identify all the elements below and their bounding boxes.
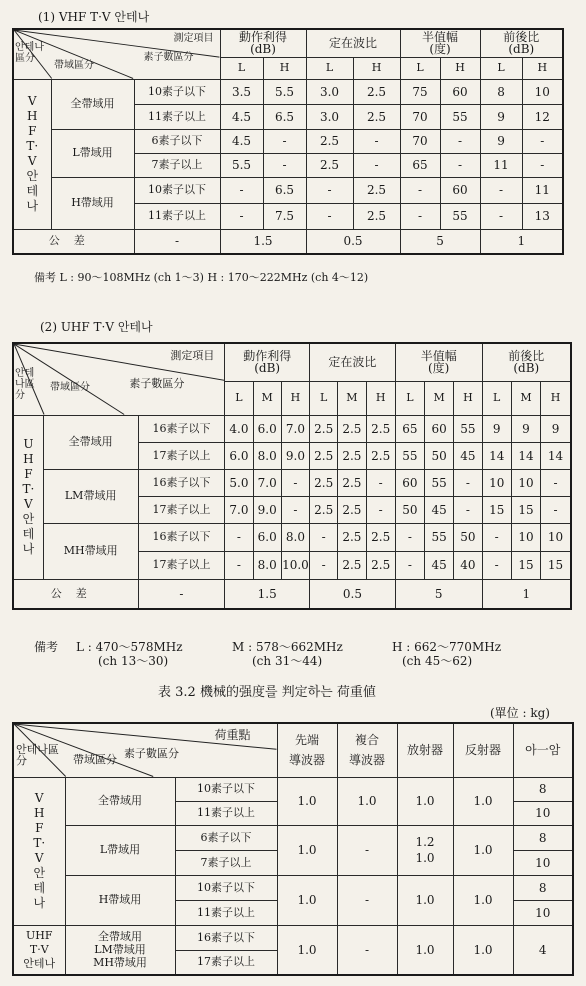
tolerance-cell: - xyxy=(138,579,225,609)
table-cell: 55 xyxy=(425,523,454,551)
table-cell: - xyxy=(220,177,263,203)
corner-label: 測定項目 xyxy=(170,349,215,362)
uhf-note-m-ch: (ch 31～44) xyxy=(252,654,323,668)
table-cell: 8.0 xyxy=(281,523,309,551)
table-cell: 6.0 xyxy=(253,415,281,442)
band-label: 全帶域用 LM帶域用 MH帶域用 xyxy=(65,925,175,975)
table-cell: 40 xyxy=(454,551,482,579)
table-cell: 6.0 xyxy=(225,442,253,469)
compound-director-header: 複合 導波器 xyxy=(337,723,397,777)
table-cell: 6.5 xyxy=(263,104,306,129)
unit-label: (單位 : kg) xyxy=(490,706,550,720)
table-cell: 8 xyxy=(480,79,522,104)
table-cell: 2.5 xyxy=(310,442,338,469)
uhf-sub-header: L xyxy=(482,381,511,415)
table-cell: 50 xyxy=(425,442,454,469)
table-cell: - xyxy=(263,129,306,153)
uhf-sub-header: H xyxy=(454,381,482,415)
vhf-corner-header xyxy=(13,29,220,79)
uhf-note-prefix: 備考 xyxy=(34,640,59,654)
table-cell: - xyxy=(281,496,309,523)
vhf-sub-header: H xyxy=(522,57,563,79)
vhf-sub-header: L xyxy=(480,57,522,79)
element-count: 11素子以上 xyxy=(134,203,220,229)
tolerance-cell: - xyxy=(134,229,220,254)
vhf-table-caption: (1) VHF T·V 안테나 xyxy=(38,10,150,24)
table-cell: 8 xyxy=(513,825,573,850)
uhf-category-text: UHF T·V안테나 xyxy=(22,437,35,556)
table-cell: 14 xyxy=(482,442,511,469)
band-label: 全帶域用 xyxy=(43,415,138,469)
table-cell: 9 xyxy=(482,415,511,442)
corner-label: 帶域區分 xyxy=(73,753,117,766)
element-count: 6素子以下 xyxy=(134,129,220,153)
table-cell: - xyxy=(541,496,571,523)
table-cell: 8 xyxy=(513,875,573,900)
table-cell: 60 xyxy=(395,469,424,496)
table-cell: 6.0 xyxy=(253,523,281,551)
table-cell: 11 xyxy=(522,177,563,203)
table-cell: - xyxy=(522,153,563,177)
arm-header: 아一암 xyxy=(513,723,573,777)
element-count: 16素子以下 xyxy=(138,523,225,551)
table-cell: - xyxy=(482,551,511,579)
table-cell: 9 xyxy=(511,415,540,442)
tolerance-cell: 1 xyxy=(480,229,563,254)
band-label: 全帶域用 xyxy=(51,79,134,129)
uhf-category-label: UHF T·V 안테나 xyxy=(13,925,65,975)
table-cell: 10 xyxy=(513,900,573,925)
vhf-sub-header: H xyxy=(440,57,480,79)
table-cell: - xyxy=(263,153,306,177)
uhf-spec-table xyxy=(12,342,572,610)
band-label: MH帶域用 xyxy=(43,523,138,579)
table-cell: 11 xyxy=(480,153,522,177)
corner-label: 測定項目 xyxy=(173,33,214,44)
table-cell: 14 xyxy=(541,442,571,469)
table-cell: 12 xyxy=(522,104,563,129)
corner-label: 안테나區分 xyxy=(15,42,44,64)
vhf-spec-table xyxy=(12,28,564,255)
vhf-category-label xyxy=(13,777,65,925)
tolerance-cell: 5 xyxy=(400,229,480,254)
uhf-category-label xyxy=(13,415,43,579)
table-cell: 1.0 xyxy=(277,777,337,825)
vhf-group-header: 定在波比 xyxy=(306,29,400,57)
table-cell: 10 xyxy=(511,523,540,551)
table-cell: 1.0 xyxy=(397,875,453,925)
table-cell: 8.0 xyxy=(253,442,281,469)
table-cell: 15 xyxy=(541,551,571,579)
band-label: H帶域用 xyxy=(51,177,134,229)
table-cell: 2.5 xyxy=(366,415,395,442)
table-cell: - xyxy=(395,523,424,551)
vhf-group-header: 前後比 (dB) xyxy=(480,29,563,57)
table-cell: - xyxy=(337,825,397,875)
table-cell: - xyxy=(480,177,522,203)
element-count: 11素子以上 xyxy=(175,801,277,825)
table-cell: - xyxy=(310,523,338,551)
element-count: 11素子以上 xyxy=(175,900,277,925)
table-cell: 8 xyxy=(513,777,573,801)
table-cell: 9 xyxy=(541,415,571,442)
table-cell: - xyxy=(366,496,395,523)
corner-label: 안테나區分 xyxy=(15,368,35,401)
table-cell: - xyxy=(306,177,353,203)
table-cell: 1.0 xyxy=(453,925,513,975)
uhf-sub-header: H xyxy=(281,381,309,415)
vhf-note: 備考 L : 90～108MHz (ch 1～3) H : 170～222MHz (ch 4～12) xyxy=(34,271,369,284)
vhf-sub-header: H xyxy=(263,57,306,79)
table-cell: 7.0 xyxy=(281,415,309,442)
element-count: 17素子以上 xyxy=(138,442,225,469)
table-cell: 1.0 xyxy=(453,875,513,925)
vhf-category-text: VHF T·V안테나 xyxy=(26,94,39,213)
table-cell: 2.5 xyxy=(366,442,395,469)
table-cell: 9.0 xyxy=(281,442,309,469)
band-label: L帶域用 xyxy=(51,129,134,177)
table-cell: - xyxy=(366,469,395,496)
corner-label: 帶域區分 xyxy=(50,382,90,393)
uhf-group-header: 前後比 (dB) xyxy=(482,343,571,381)
table-cell: - xyxy=(395,551,424,579)
table-cell: 10 xyxy=(541,523,571,551)
element-count: 10素子以下 xyxy=(175,875,277,900)
table-cell: 9 xyxy=(480,129,522,153)
element-count: 17素子以上 xyxy=(138,551,225,579)
element-count: 16素子以下 xyxy=(175,925,277,950)
table-cell: - xyxy=(541,469,571,496)
table-cell: - xyxy=(400,177,440,203)
element-count: 17素子以上 xyxy=(175,950,277,975)
table-cell: 4.5 xyxy=(220,129,263,153)
table-cell: 55 xyxy=(425,469,454,496)
uhf-sub-header: H xyxy=(541,381,571,415)
uhf-table-caption: (2) UHF T·V 안테나 xyxy=(40,320,153,334)
table-cell: 10 xyxy=(513,850,573,875)
table-cell: - xyxy=(306,203,353,229)
table-cell: 55 xyxy=(440,104,480,129)
table-cell: - xyxy=(454,469,482,496)
band-label: 全帶域用 xyxy=(65,777,175,825)
table-cell: 15 xyxy=(511,496,540,523)
table-cell: 5.0 xyxy=(225,469,253,496)
table-cell: 14 xyxy=(511,442,540,469)
uhf-sub-header: M xyxy=(511,381,540,415)
table-cell: - xyxy=(353,153,400,177)
element-count: 11素子以上 xyxy=(134,104,220,129)
table-cell: 2.5 xyxy=(310,415,338,442)
corner-label: 안테나區分 xyxy=(16,743,59,767)
table-cell: 7.5 xyxy=(263,203,306,229)
table-cell: 55 xyxy=(454,415,482,442)
vhf-group-header: 半值幅 (度) xyxy=(400,29,480,57)
table-cell: 65 xyxy=(395,415,424,442)
vhf-sub-header: L xyxy=(400,57,440,79)
vhf-sub-header: H xyxy=(353,57,400,79)
element-count: 10素子以下 xyxy=(134,79,220,104)
table-cell: - xyxy=(522,129,563,153)
uhf-sub-header: L xyxy=(310,381,338,415)
table-cell: - xyxy=(225,523,253,551)
table-cell: 2.5 xyxy=(306,153,353,177)
table-cell: 9.0 xyxy=(253,496,281,523)
vhf-sub-header: L xyxy=(306,57,353,79)
table-cell: 1.0 xyxy=(277,825,337,875)
tolerance-cell: 1.5 xyxy=(225,579,310,609)
table-cell: 50 xyxy=(454,523,482,551)
element-count: 7素子以上 xyxy=(134,153,220,177)
uhf-group-header: 定在波比 xyxy=(310,343,396,381)
element-count: 6素子以下 xyxy=(175,825,277,850)
table-cell: 55 xyxy=(440,203,480,229)
uhf-corner-header xyxy=(13,343,225,415)
table-cell: 5.5 xyxy=(263,79,306,104)
table-cell: 2.5 xyxy=(353,79,400,104)
table-cell: 2.5 xyxy=(338,523,366,551)
uhf-sub-header: L xyxy=(225,381,253,415)
table-cell: - xyxy=(400,203,440,229)
table-cell: 15 xyxy=(482,496,511,523)
table-cell: 2.5 xyxy=(338,442,366,469)
table-cell: 2.5 xyxy=(338,551,366,579)
element-count: 16素子以下 xyxy=(138,415,225,442)
table-cell: 70 xyxy=(400,104,440,129)
element-count: 7素子以上 xyxy=(175,850,277,875)
uhf-note-h-ch: (ch 45～62) xyxy=(402,654,473,668)
tolerance-cell: 1.5 xyxy=(220,229,306,254)
load-corner-header xyxy=(13,723,277,777)
table-cell: 3.5 xyxy=(220,79,263,104)
load-vhf-text: VHF T·V안테나 xyxy=(33,791,46,910)
tolerance-cell: 5 xyxy=(395,579,482,609)
table-cell: 1.0 xyxy=(277,925,337,975)
table-cell: 4 xyxy=(513,925,573,975)
table-cell: 13 xyxy=(522,203,563,229)
element-count: 10素子以下 xyxy=(175,777,277,801)
table-cell: 1.0 xyxy=(453,825,513,875)
tolerance-cell: 0.5 xyxy=(310,579,396,609)
load-value-table xyxy=(12,722,574,976)
table-3-2-title: 表 3.2 機械的强度를 判定하는 荷重値 xyxy=(158,685,376,700)
table-cell: 60 xyxy=(425,415,454,442)
table-cell: 8.0 xyxy=(253,551,281,579)
uhf-sub-header: M xyxy=(425,381,454,415)
table-cell: - xyxy=(337,925,397,975)
table-cell: 70 xyxy=(400,129,440,153)
uhf-sub-header: M xyxy=(253,381,281,415)
table-cell: 65 xyxy=(400,153,440,177)
table-cell: 2.5 xyxy=(366,523,395,551)
table-cell: 5.5 xyxy=(220,153,263,177)
table-cell: 4.0 xyxy=(225,415,253,442)
corner-label: 素子數區分 xyxy=(124,747,179,760)
table-cell: 50 xyxy=(395,496,424,523)
table-cell: - xyxy=(337,875,397,925)
table-cell: - xyxy=(440,153,480,177)
table-cell: 1.0 xyxy=(397,925,453,975)
table-cell: 15 xyxy=(511,551,540,579)
table-cell: - xyxy=(480,203,522,229)
table-cell: - xyxy=(310,551,338,579)
vhf-sub-header: L xyxy=(220,57,263,79)
corner-label: 素子數區分 xyxy=(143,52,194,63)
uhf-note-l: L : 470～578MHz xyxy=(76,640,183,654)
table-cell: 2.5 xyxy=(353,104,400,129)
table-cell: 10 xyxy=(511,469,540,496)
reflector-header: 反射器 xyxy=(453,723,513,777)
table-cell: 2.5 xyxy=(310,496,338,523)
table-cell: 10 xyxy=(482,469,511,496)
corner-label: 荷重點 xyxy=(214,728,251,742)
band-label: LM帶域用 xyxy=(43,469,138,523)
vhf-category-label xyxy=(13,79,51,229)
table-cell: 10 xyxy=(513,801,573,825)
table-cell: - xyxy=(220,203,263,229)
table-cell: 55 xyxy=(395,442,424,469)
table-cell: 4.5 xyxy=(220,104,263,129)
table-cell: - xyxy=(440,129,480,153)
band-label: H帶域用 xyxy=(65,875,175,925)
table-cell: - xyxy=(353,129,400,153)
table-cell: 2.5 xyxy=(338,469,366,496)
table-cell: 60 xyxy=(440,79,480,104)
table-cell: - xyxy=(225,551,253,579)
table-cell: 45 xyxy=(425,496,454,523)
uhf-note-m: M : 578～662MHz xyxy=(232,640,343,654)
table-cell: 9 xyxy=(480,104,522,129)
uhf-note-l-ch: (ch 13～30) xyxy=(98,654,169,668)
element-count: 10素子以下 xyxy=(134,177,220,203)
element-count: 16素子以下 xyxy=(138,469,225,496)
table-cell: 1.0 xyxy=(277,875,337,925)
table-cell: 6.5 xyxy=(263,177,306,203)
radiator-header: 放射器 xyxy=(397,723,453,777)
uhf-sub-header: H xyxy=(366,381,395,415)
table-cell: 2.5 xyxy=(366,551,395,579)
table-cell: 7.0 xyxy=(225,496,253,523)
table-cell: 10 xyxy=(522,79,563,104)
table-cell: 10.0 xyxy=(281,551,309,579)
table-cell: 45 xyxy=(454,442,482,469)
table-cell: 3.0 xyxy=(306,79,353,104)
tolerance-cell: 1 xyxy=(482,579,571,609)
table-cell: 1.0 xyxy=(453,777,513,825)
table-cell: 1.0 xyxy=(337,777,397,825)
element-count: 17素子以上 xyxy=(138,496,225,523)
table-cell: 2.5 xyxy=(353,177,400,203)
table-cell: 2.5 xyxy=(338,415,366,442)
table-cell: 45 xyxy=(425,551,454,579)
corner-label: 帶域區分 xyxy=(54,60,94,71)
table-cell: 60 xyxy=(440,177,480,203)
band-label: L帶域用 xyxy=(65,825,175,875)
uhf-sub-header: M xyxy=(338,381,366,415)
table-cell: 2.5 xyxy=(338,496,366,523)
table-cell: 3.0 xyxy=(306,104,353,129)
corner-label: 素子數區分 xyxy=(129,377,185,390)
uhf-sub-header: L xyxy=(395,381,424,415)
uhf-group-header: 動作利得 (dB) xyxy=(225,343,310,381)
table-cell: 2.5 xyxy=(310,469,338,496)
table-cell: - xyxy=(482,523,511,551)
table-cell: 2.5 xyxy=(306,129,353,153)
table-cell: 2.5 xyxy=(353,203,400,229)
tolerance-label: 公差 xyxy=(13,579,138,609)
table-cell: 1.2 1.0 xyxy=(397,825,453,875)
vhf-group-header: 動作利得 (dB) xyxy=(220,29,306,57)
table-cell: 1.0 xyxy=(397,777,453,825)
tolerance-label: 公差 xyxy=(13,229,134,254)
uhf-note-h: H : 662～770MHz xyxy=(392,640,502,654)
table-cell: - xyxy=(454,496,482,523)
tip-director-header: 先端 導波器 xyxy=(277,723,337,777)
tolerance-cell: 0.5 xyxy=(306,229,400,254)
table-cell: - xyxy=(281,469,309,496)
uhf-group-header: 半值幅 (度) xyxy=(395,343,482,381)
table-cell: 75 xyxy=(400,79,440,104)
table-cell: 7.0 xyxy=(253,469,281,496)
